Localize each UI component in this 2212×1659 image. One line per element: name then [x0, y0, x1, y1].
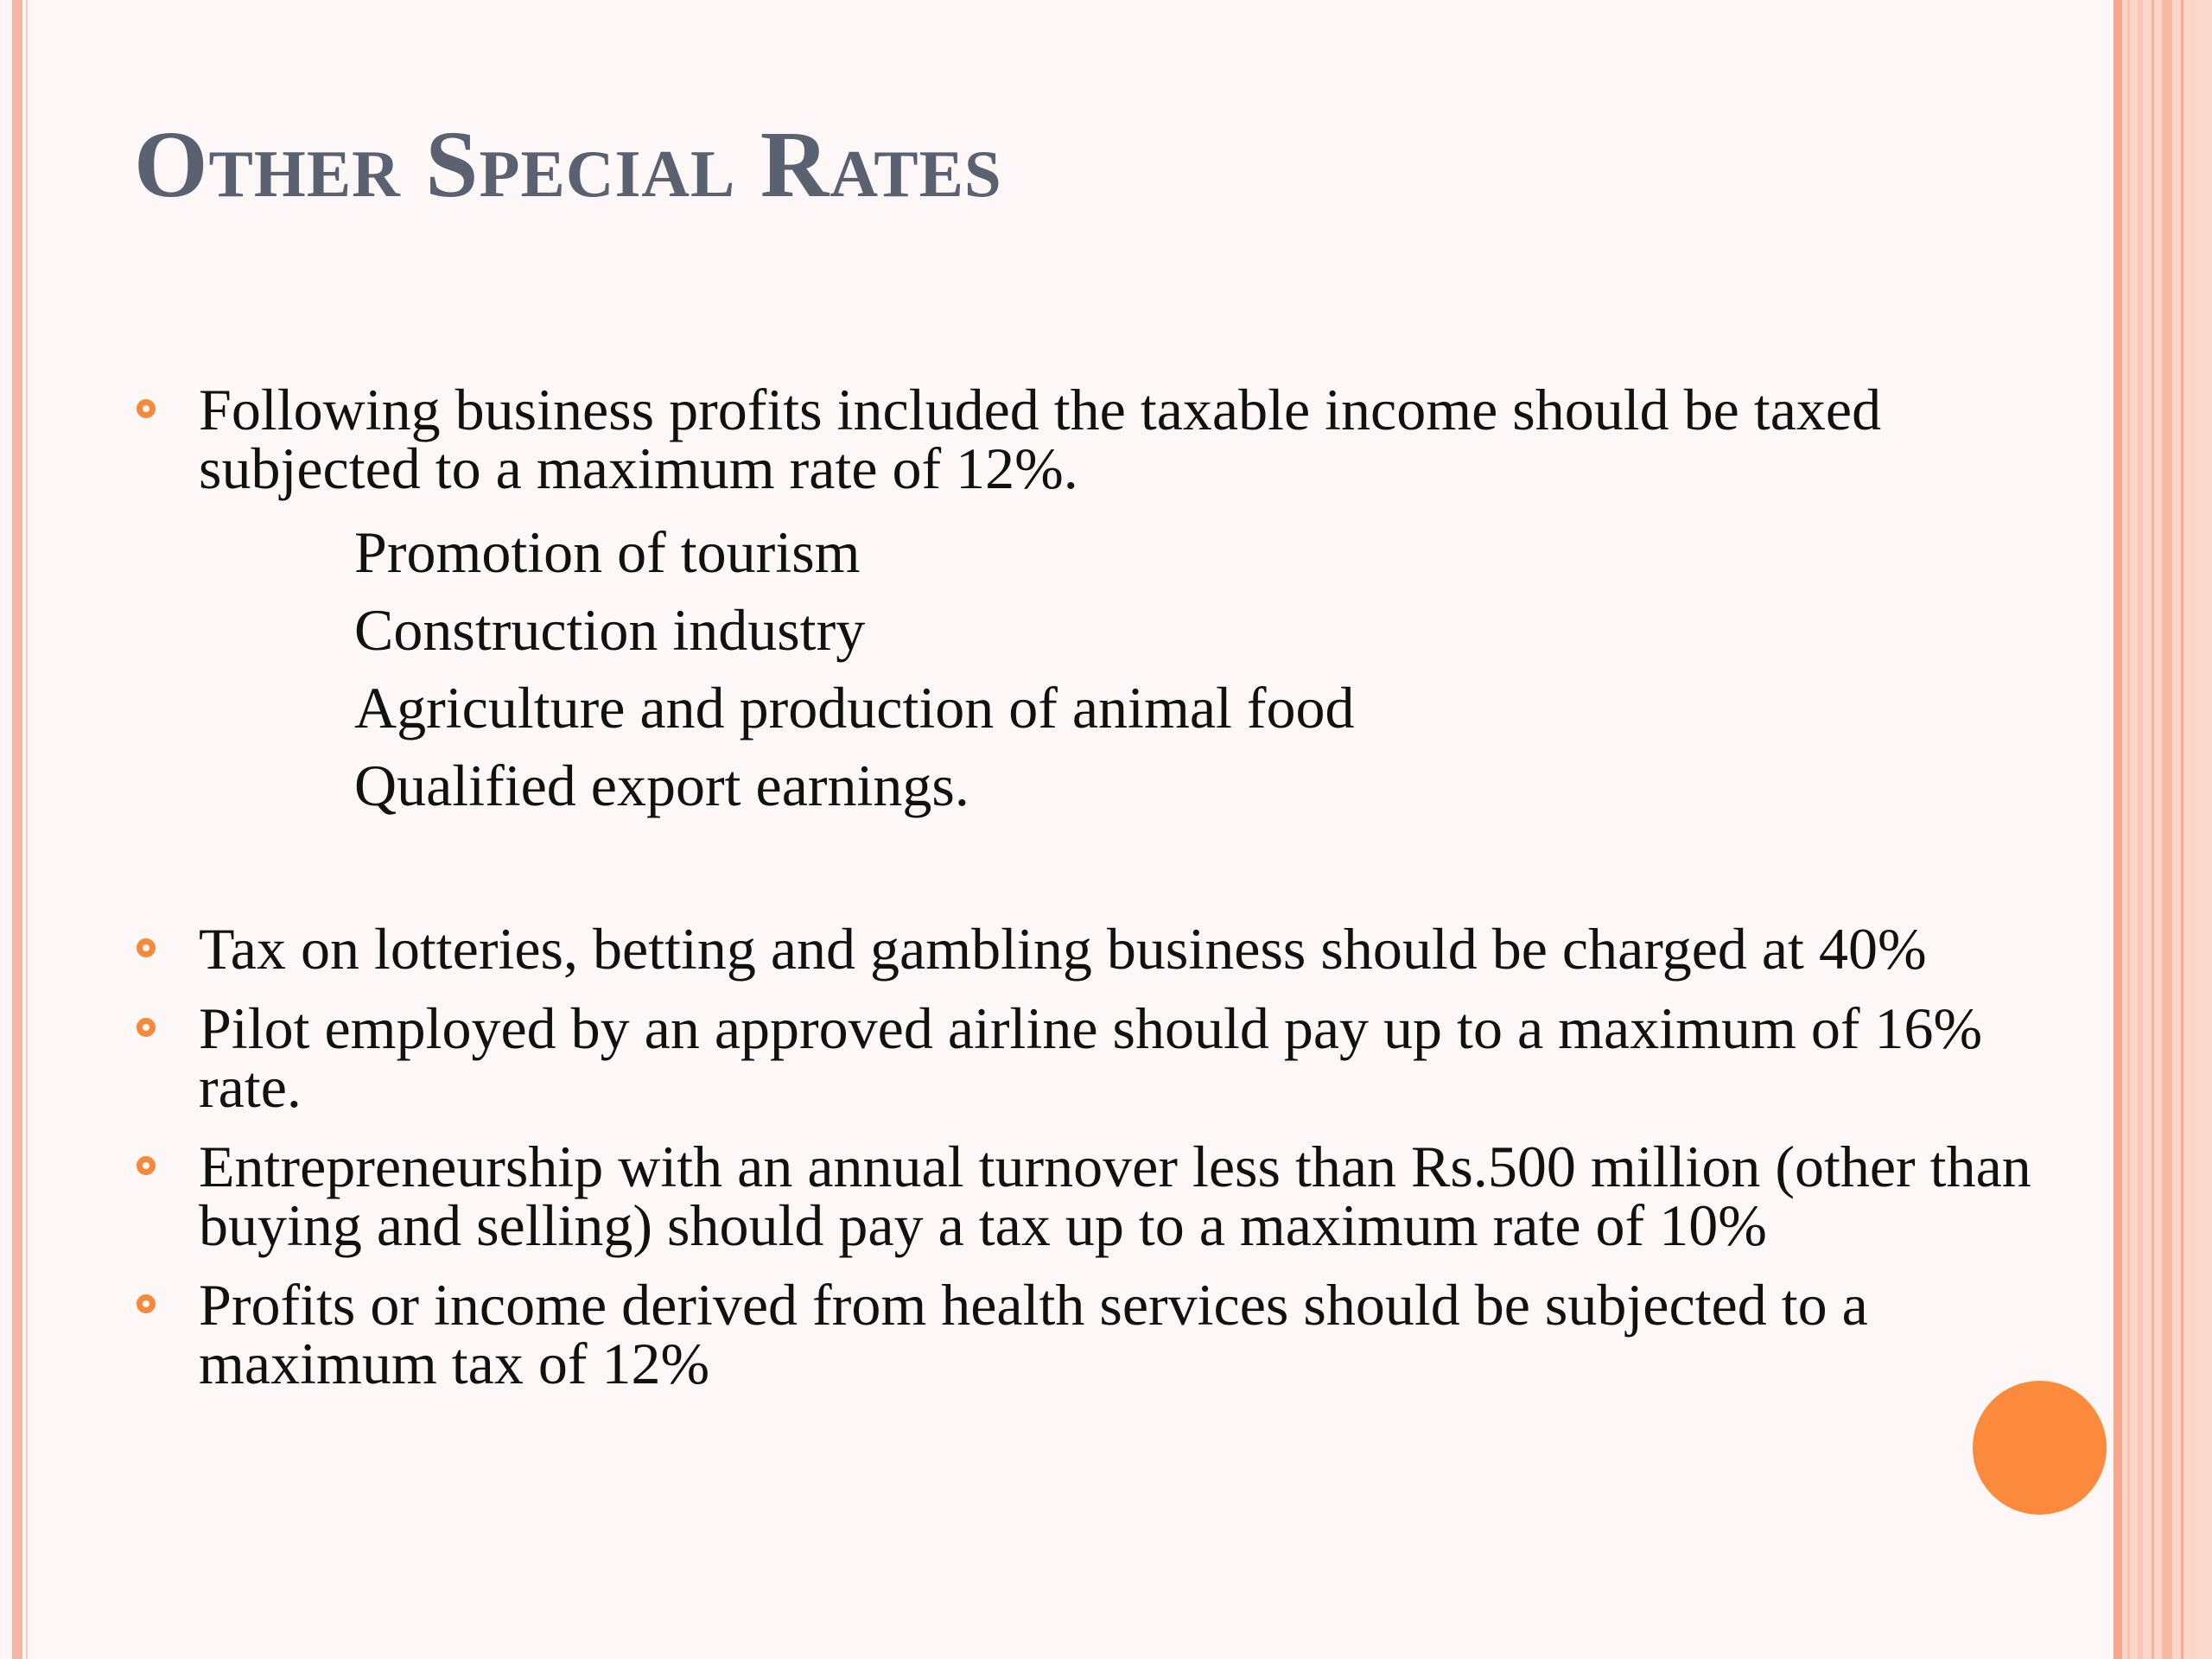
- left-border-stripe: [12, 0, 22, 1659]
- bullet-item: [130, 1272, 2048, 1396]
- slide-title: Other Special Rates: [134, 111, 1002, 217]
- bullet-item: [130, 377, 2048, 824]
- bullet-text: Entrepreneurship with an annual turnover less than Rs.500 million (other than buying and selling) should pay a tax up to a maximum rate of 10%: [199, 1134, 2031, 1258]
- hollow-circle-bullet-icon: [137, 1294, 156, 1313]
- sub-item: Construction industry: [354, 597, 866, 663]
- right-decorative-band: [2113, 0, 2212, 1659]
- sub-item: Promotion of tourism: [354, 519, 861, 585]
- bullet-text: Profits or income derived from health services should be subjected to a maximum tax of 12%: [199, 1272, 1868, 1396]
- hollow-circle-bullet-icon: [137, 399, 156, 418]
- slide-content: [130, 377, 2048, 1396]
- sub-list: [199, 513, 2048, 824]
- hollow-circle-bullet-icon: [137, 1018, 156, 1037]
- sub-item: Agriculture and production of animal food: [354, 675, 1355, 741]
- bullet-text: Following business profits included the taxable income should be taxed subjected to a maximum rate of 12%.: [199, 377, 1882, 501]
- filled-circle-icon: [1973, 1381, 2107, 1515]
- left-border-thin-stripe: [26, 0, 28, 1659]
- hollow-circle-bullet-icon: [137, 1156, 156, 1175]
- bullet-text: Pilot employed by an approved airline should pay up to a maximum of 16% rate.: [199, 995, 1983, 1120]
- bullet-text: Tax on lotteries, betting and gambling business should be charged at 40%: [199, 916, 1927, 982]
- bullet-item: [130, 1134, 2048, 1258]
- sub-item: Qualified export earnings.: [354, 753, 969, 818]
- bullet-item: [130, 995, 2048, 1120]
- bullet-item: [130, 916, 2048, 982]
- hollow-circle-bullet-icon: [137, 938, 156, 957]
